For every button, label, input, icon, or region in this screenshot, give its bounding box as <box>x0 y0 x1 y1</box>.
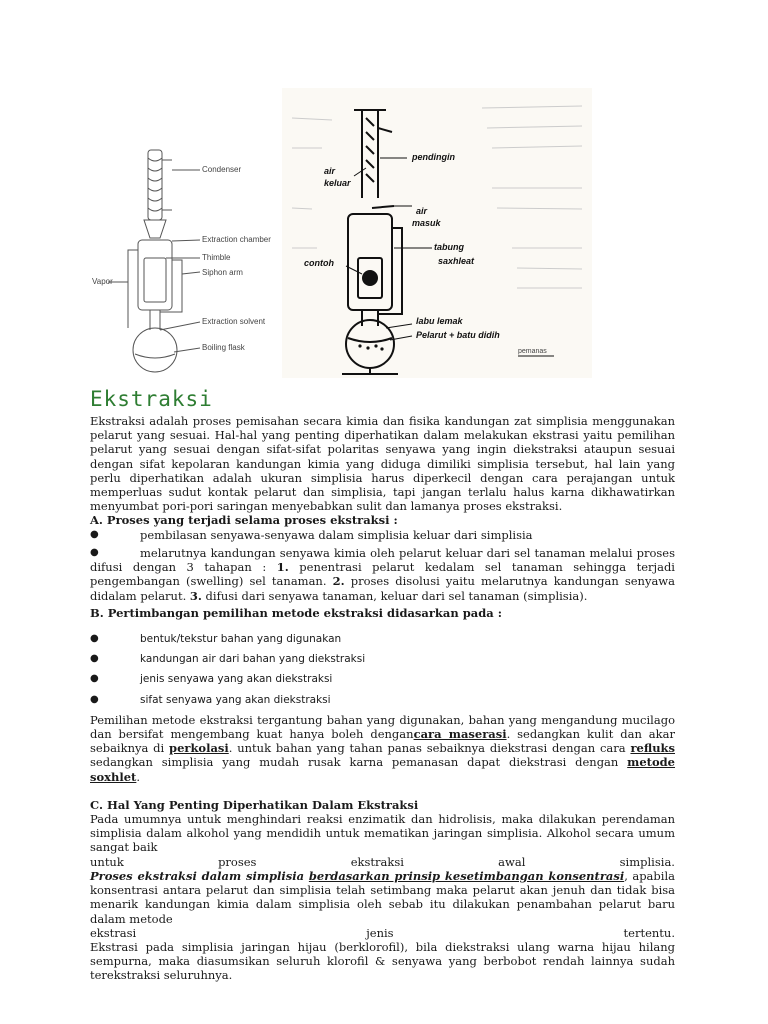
section-b-item-4: sifat senyawa yang akan diekstraksi <box>140 693 331 706</box>
section-c-paragraph-3: Ekstrasi pada simplisia jaringan hijau (berklorofil), bila diekstraksi ulang warna hijau hilang sempurna, maka diasumsikan seluruh klorofil & senyawa yang berbobot rendah lainnya sudah terekstraksi seluruhnya. <box>90 939 675 983</box>
label-siphon-arm: Siphon arm <box>202 268 243 277</box>
section-a-heading: A. Proses yang terjadi selama proses ekstraksi : <box>90 513 398 528</box>
label-vapor: Vapor <box>92 277 113 286</box>
page-title: Ekstraksi <box>90 387 213 411</box>
label-boiling-flask: Boiling flask <box>202 343 245 352</box>
word: ekstraksi <box>350 854 404 869</box>
label-thimble: Thimble <box>202 253 231 262</box>
label-air-masuk-2: masuk <box>412 218 441 228</box>
section-c-paragraph-2 <box>90 869 675 926</box>
soxhlet-diagram-left <box>88 140 288 380</box>
method-text-2: . sedangkan kulit dan akar sebaiknya di <box>90 727 675 756</box>
list-item <box>90 693 675 707</box>
item-2-part-c: proses disolusi yaitu melarutnya kandungan senyawa didalam pelarut. <box>90 574 676 603</box>
principle-term: berdasarkan prinsip kesetimbangan konsentrasi <box>308 868 625 883</box>
label-pendingin: pendingin <box>412 152 455 162</box>
intro-paragraph: Ekstraksi adalah proses pemisahan secara kimia dan fisika kandungan zat simplisia menggunakan pelarut yang sesuai. Hal-hal yang penting diperhatikan dalam melakukan ekstrasi yaitu pemilihan pelarut yang sesuai dengan sifat-sifat polaritas senyawa yang ingin diekstraksi ataupun sesuai dengan sifat kepolaran kandungan kimia yang diduga dimiliki simplisia tersebut, hal lain yang perlu diperhatikan adalah ukuran simplisia harus diperkecil dengan cara perajangan untuk memperluas sudut kontak pelarut dan simplisia, tapi jangan terlalu halus karna dikhawatirkan menyumbat pori-pori saringan menyebabkan sulit dan lamanya proses ekstraksi. <box>90 414 675 514</box>
bullet-icon: ● <box>90 528 99 540</box>
step-number-3: 3. <box>189 588 202 603</box>
label-extraction-solvent: Extraction solvent <box>202 317 266 326</box>
section-a-item-1: pembilasan senyawa-senyawa dalam simplisia keluar dari simplisia <box>140 527 533 542</box>
section-b-heading: B. Pertimbangan pemilihan metode ekstraksi didasarkan pada : <box>90 605 502 620</box>
bullet-icon: ● <box>90 546 99 558</box>
label-tabung: tabung <box>434 242 464 252</box>
soxhlet-diagram-right <box>282 88 592 378</box>
step-number-2: 2. <box>332 574 345 589</box>
item-2-part-a: melarutnya kandungan senyawa kimia oleh pelarut keluar dari sel tanaman melalui proses difusi dengan 3 tahapan : <box>90 546 675 575</box>
word: awal <box>498 854 526 869</box>
list-item <box>90 652 675 666</box>
term-metode-soxhlet: metode soxhlet <box>90 755 675 784</box>
section-c-heading: C. Hal Yang Penting Diperhatikan Dalam Ekstraksi <box>90 797 419 812</box>
label-pelarut-batu-didih: Pelarut + batu didih <box>416 330 500 340</box>
word: tertentu. <box>623 925 675 940</box>
label-contoh: contoh <box>304 258 334 268</box>
list-item <box>90 632 675 646</box>
term-perkolasi: perkolasi <box>169 741 229 756</box>
word: untuk <box>90 854 124 869</box>
label-pemanas: pemanas <box>518 348 547 355</box>
bullet-icon: ● <box>90 673 99 685</box>
label-saxhleat: saxhleat <box>438 256 475 266</box>
soxhlet-apparatus-illustration <box>88 140 288 380</box>
method-text-3: . untuk bahan yang tahan panas sebaiknya diekstrasi dengan cara <box>228 741 631 756</box>
method-text-1: Pemilihan metode ekstraksi tergantung bahan yang digunakan, bahan yang mengandung mucilago dan bersifat mengembang kuat hanya boleh dengan <box>90 712 675 742</box>
method-text-5: . <box>136 769 141 784</box>
bullet-icon: ● <box>90 693 99 705</box>
item-2-part-d: difusi dari senyawa tanaman, keluar dari sel tanaman (simplisia). <box>201 588 588 603</box>
bullet-icon: ● <box>90 653 99 665</box>
principle-text: Proses ekstraksi dalam simplisia <box>90 868 309 883</box>
term-cara-maserasi: cara maserasi <box>413 727 507 742</box>
section-c-justified-line-2 <box>90 926 675 940</box>
word: ekstrasi <box>90 925 137 940</box>
word: jenis <box>366 925 394 940</box>
section-b-item-2: kandungan air dari bahan yang diekstraksi <box>140 653 366 666</box>
method-paragraph <box>90 713 675 784</box>
bullet-icon: ● <box>90 633 99 645</box>
word: simplisia. <box>619 854 675 869</box>
step-number-1: 1. <box>276 560 289 575</box>
label-air-keluar-2: keluar <box>324 178 351 188</box>
label-condenser: Condenser <box>202 165 242 174</box>
section-a-item-2 <box>90 546 675 603</box>
label-extraction-chamber: Extraction chamber <box>202 235 271 244</box>
label-air-masuk-1: air <box>416 206 428 216</box>
term-refluks: refluks <box>630 741 675 756</box>
document-body <box>90 414 675 983</box>
section-b-item-1: bentuk/tekstur bahan yang digunakan <box>140 633 342 646</box>
item-2-part-b: penentrasi pelarut kedalam sel tanaman sehingga terjadi pengembangan (swelling) sel tanaman. <box>90 560 675 589</box>
label-labu-lemak: labu lemak <box>416 316 463 326</box>
list-item <box>90 528 675 542</box>
label-air-keluar-1: air <box>324 166 336 176</box>
list-item <box>90 672 675 686</box>
section-b-item-3: jenis senyawa yang akan diekstraksi <box>140 673 333 686</box>
section-c-justified-line-1 <box>90 855 675 869</box>
principle-rest: , apabila konsentrasi antara pelarut dan simplisia telah setimbang maka pelarut akan jenuh dan tidak bisa menarik kandungan kimia dalam simplisia oleh sebab itu dilakukan penambahan pelarut baru dalam metode <box>90 868 675 926</box>
section-c-paragraph-1: Pada umumnya untuk menghindari reaksi enzimatik dan hidrolisis, maka dilakukan perendaman simplisia dalam alkohol yang mendidih untuk mematikan jaringan simplisia. Alkohol secara umum sangat baik <box>90 812 675 855</box>
word: proses <box>218 854 257 869</box>
method-text-4: sedangkan simplisia yang mudah rusak karna pemanasan dapat diekstrasi dengan <box>90 755 628 770</box>
